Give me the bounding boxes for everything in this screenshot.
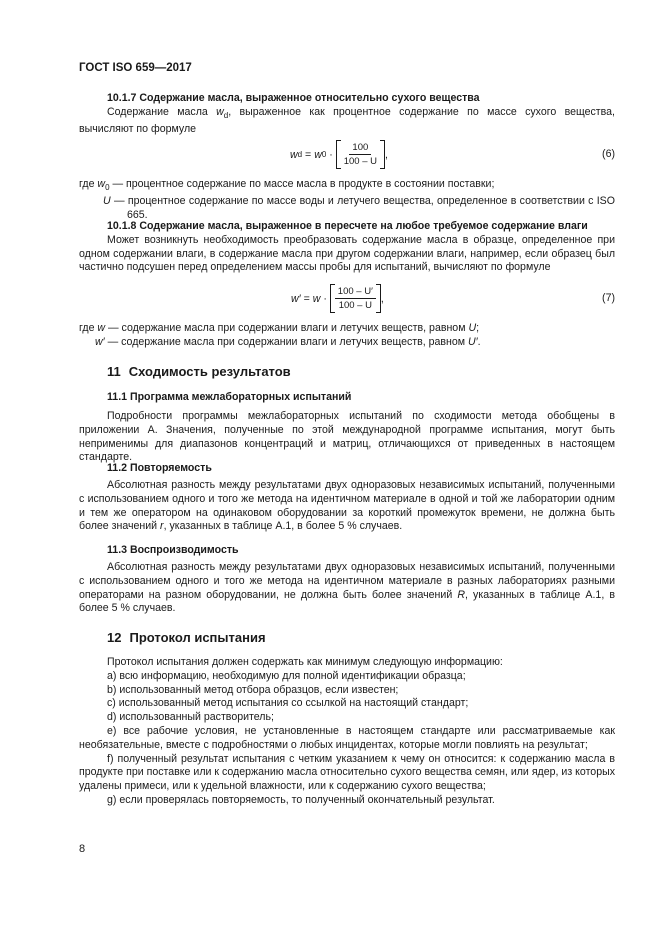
formula-bracket: [336, 140, 385, 169]
equation-number: (6): [602, 148, 615, 160]
fraction-denominator: 100 – U: [338, 300, 372, 311]
fraction-numerator: 100 – U′: [335, 286, 376, 299]
def-symbol-u: U′: [468, 335, 478, 348]
def-punct: ;: [476, 322, 480, 334]
def-symbol: U: [103, 194, 111, 207]
section-11-2-heading: 11.2 Повторяемость: [107, 462, 212, 474]
symbol-R: R: [457, 588, 465, 601]
section-11-1-heading: 11.1 Программа межлабораторных испытаний: [107, 391, 352, 403]
list-item: a) всю информацию, необходимую для полной идентификации образца;: [107, 669, 466, 682]
para-text: Абсолютная разность между результатами двух одноразовых независимых испытаний, полученными с использованием одного и того же метода на идентичном материале в разных лабораториях разными операторами на разном оборудовании, не должна быть более значений: [79, 561, 615, 601]
fraction-denominator: 100 – U: [343, 156, 377, 167]
formula-fraction: [341, 142, 380, 167]
formula-lhs: w: [290, 148, 298, 161]
equals-sign: =: [300, 292, 313, 305]
section-11-2-paragraph: [79, 479, 615, 534]
definition-w0: [79, 178, 615, 195]
formula-rhs: w: [314, 148, 322, 161]
formula-6-expression: [290, 140, 388, 169]
def-punct: .: [477, 335, 481, 348]
list-item: e) все рабочие условия, не установленные в настоящем стандарте или рассматриваемые как необязательные, вместе с подробностями о любых инцидентах, которые могли повлиять на результат;: [79, 724, 615, 751]
para-text: , указанных в таблице А.1, в более 5 % случаев.: [163, 520, 403, 533]
section-12-heading: [107, 630, 266, 645]
formula-7: [0, 282, 615, 316]
section-10-1-7-paragraph: [79, 106, 615, 137]
definition-w: [79, 322, 615, 336]
def-symbol-u: U: [468, 322, 477, 334]
symbol-w: w: [216, 105, 224, 118]
list-item: d) использованный растворитель;: [107, 711, 274, 724]
section-10-1-7: [79, 92, 615, 136]
section-12-intro: Протокол испытания должен содержать как минимум следующую информацию:: [107, 656, 503, 668]
formula-7-definitions: [79, 322, 615, 350]
section-title: Сходимость результатов: [128, 364, 291, 379]
fraction-numerator: 100: [349, 142, 371, 155]
section-11-heading: [107, 364, 291, 379]
equation-number: (7): [602, 292, 615, 304]
section-11-1-body: [79, 410, 615, 465]
formula-comma: ,: [380, 292, 384, 305]
definition-w-prime: [79, 336, 615, 350]
def-text: — процентное содержание по массе масла в продукте в состоянии поставки;: [109, 178, 495, 190]
list-item: f) полученный результат испытания с четким указанием к чему он относится: к содержанию масла в продукте при поставке или к содержанию масла относительно сухого вещества семян, или ядер, из которых удалены примеси, или к удельной влажности, или к содержанию сухого вещества;: [79, 752, 615, 793]
formula-6-definitions: [79, 178, 615, 222]
section-10-1-7-heading: 10.1.7 Содержание масла, выраженное относительно сухого вещества: [107, 92, 480, 104]
def-symbol-sub: 0: [105, 183, 110, 192]
formula-fraction: [335, 286, 376, 311]
section-12-body: [79, 656, 615, 808]
formula-rhs: w: [312, 292, 321, 305]
def-symbol: w′: [95, 335, 105, 348]
multiply-dot: ·: [320, 292, 330, 305]
list-item: g) если проверялась повторяемость, то полученный окончательный результат.: [107, 793, 495, 806]
def-text: — содержание масла при содержании влаги и летучих веществ, равном: [105, 322, 469, 334]
def-symbol: w: [97, 322, 106, 334]
section-title: Протокол испытания: [129, 630, 266, 645]
section-11-1-paragraph: Подробности программы межлабораторных испытаний по сходимости метода обобщены в приложении А. Значения, полученные по этой международной программе испытания, могут быть неприменимы для диапазонов концентраций и матриц, отличающихся от приведенных в настоящем стандарте.: [79, 410, 615, 464]
formula-lhs-sub: d: [297, 150, 303, 159]
section-11-3-body: [79, 561, 615, 616]
list-item: c) использованный метод испытания со ссылкой на настоящий стандарт;: [107, 697, 469, 710]
page-number: 8: [79, 843, 86, 855]
section-10-1-8-heading: 10.1.8 Содержание масла, выраженное в пересчете на любое требуемое содержание влаги: [107, 220, 588, 232]
subscript-d: d: [223, 110, 229, 120]
para-text: , выраженное как процентное содержание по массе сухого вещества, вычисляют по формуле: [79, 105, 615, 135]
section-11-3-paragraph: [79, 561, 615, 616]
symbol-r: r: [160, 520, 164, 533]
para-text: , указанных в таблице А.1, в более 5 % случаев.: [79, 588, 615, 615]
section-number: 12: [107, 630, 122, 645]
section-11-3-heading: 11.3 Воспроизводимость: [107, 544, 239, 556]
section-number: 11: [107, 364, 121, 379]
para-text: Абсолютная разность между результатами двух одноразовых независимых испытаний, полученными с использованием одного и того же метода на идентичном материале в одной и той же лаборатории одним и тем же оператором на одинаковом оборудовании за короткий промежуток времени, не должна быть более значений: [79, 479, 615, 533]
def-text: — процентное содержание по массе воды и летучего вещества, определенное в соответствии с ISO 665.: [110, 194, 615, 221]
formula-6: [0, 138, 615, 172]
section-10-1-8-paragraph: Может возникнуть необходимость преобразовать содержание масла в образце, определенное при одном содержании влаги, в содержание масла при другом содержании влаги, например, если образец был частично подсушен перед определением массы пробы для испытаний, вычисляют по формуле: [79, 233, 615, 274]
section-10-1-8: [79, 220, 615, 275]
where-label: где: [79, 322, 98, 334]
equals-sign: =: [302, 148, 315, 161]
def-text: — содержание масла при содержании влаги и летучих веществ, равном: [104, 335, 469, 348]
document-header: ГОСТ ISO 659—2017: [79, 62, 192, 74]
list-item: b) использованный метод отбора образцов, если известен;: [107, 683, 399, 696]
formula-7-expression: [291, 284, 384, 313]
def-symbol: w: [97, 178, 106, 190]
formula-comma: ,: [385, 148, 388, 161]
section-11-2-body: [79, 479, 615, 534]
formula-bracket: [330, 284, 381, 313]
formula-rhs-sub: 0: [321, 150, 327, 159]
formula-lhs: w′: [291, 292, 301, 305]
para-text: Содержание масла: [107, 105, 217, 118]
multiply-dot: ·: [326, 148, 336, 161]
where-label: где: [79, 178, 98, 190]
definition-u: [79, 195, 615, 223]
